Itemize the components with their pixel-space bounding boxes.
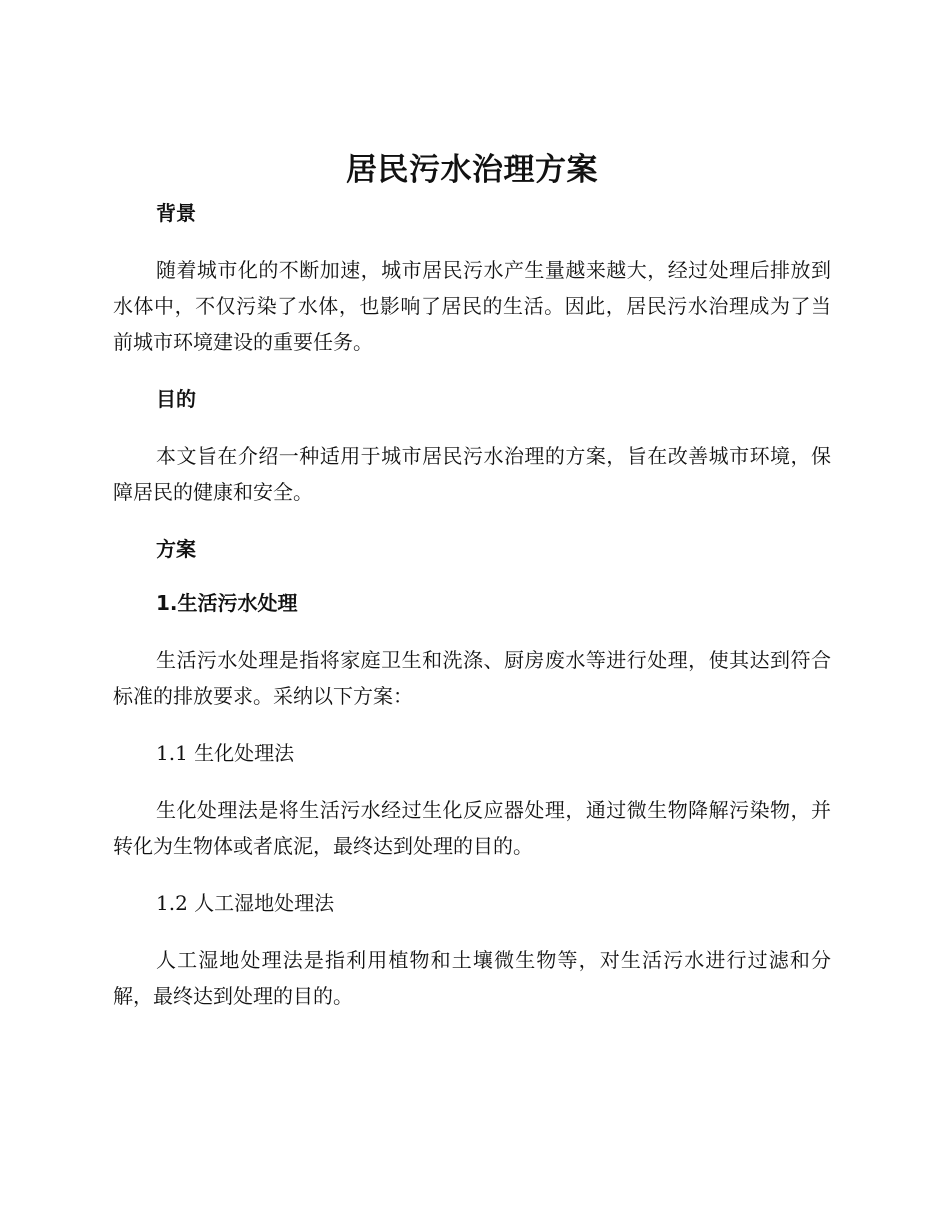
- document-page: [113, 150, 831, 1038]
- document-title: 居民污水治理方案: [346, 152, 598, 188]
- section-heading-purpose: 目的: [156, 387, 196, 411]
- paragraph-wetland: 人工湿地处理法是指利用植物和土壤微生物等，对生活污水进行过滤和分解，最终达到处理的目的。: [113, 948, 831, 1008]
- paragraph-purpose: 本文旨在介绍一种适用于城市居民污水治理的方案，旨在改善城市环境，保障居民的健康和安全。: [113, 444, 831, 504]
- section-heading-plan: 方案: [156, 537, 196, 561]
- paragraph-background: 随着城市化的不断加速，城市居民污水产生量越来越大，经过处理后排放到水体中，不仅污染了水体，也影响了居民的生活。因此，居民污水治理成为了当前城市环境建设的重要任务。: [113, 258, 831, 354]
- subsection-heading-wetland: 1.2 人工湿地处理法: [156, 891, 335, 915]
- section-heading-background: 背景: [156, 201, 196, 225]
- paragraph-biochemical: 生化处理法是将生活污水经过生化反应器处理，通过微生物降解污染物，并转化为生物体或者底泥，最终达到处理的目的。: [113, 798, 831, 858]
- paragraph-domestic-sewage: 生活污水处理是指将家庭卫生和洗涤、厨房废水等进行处理，使其达到符合标准的排放要求。采纳以下方案：: [113, 648, 831, 708]
- subsection-heading-domestic-sewage: 1.生活污水处理: [156, 591, 298, 615]
- subsection-heading-biochemical: 1.1 生化处理法: [156, 741, 295, 765]
